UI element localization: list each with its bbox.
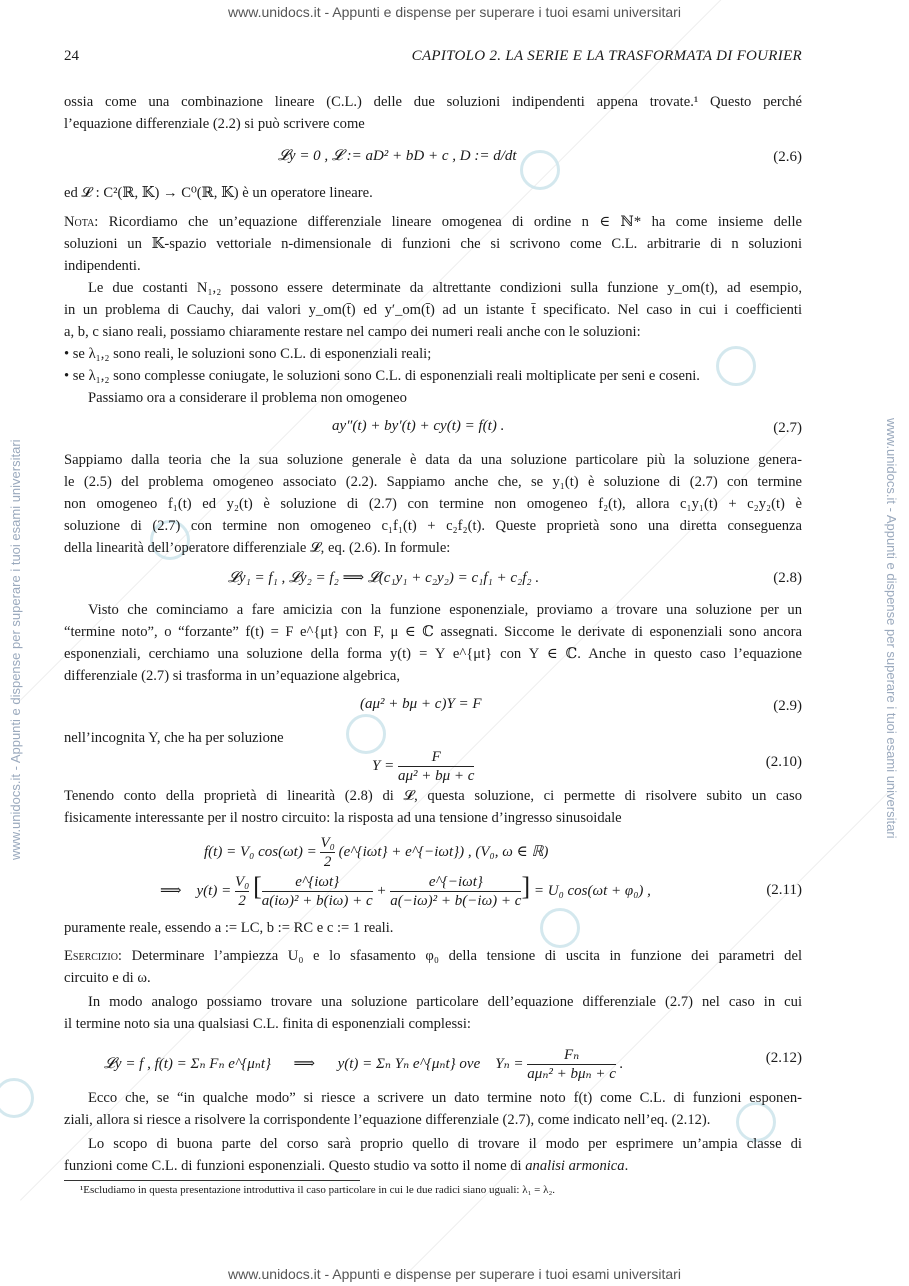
page-header: [64, 48, 802, 68]
text-line: Lo scopo di buona parte del corso sarà proprio quello di trovare il modo per esprimere un’ampia classe di: [88, 1136, 802, 1152]
list-item: • se λ₁,₂ sono reali, le soluzioni sono C.L. di esponenziali reali;: [64, 346, 432, 362]
equation-lhs: Y =: [372, 757, 395, 774]
text-line: esponenziali, cerchiamo una soluzione della forma y(t) = Y e^{μt} con Y ∈ ℂ. Anche in questo caso l’equazione: [64, 646, 802, 662]
equation-body: 𝓛y₁ = f₁ , 𝓛y₂ = f₂ ⟹ 𝓛(c₁y₁ + c₂y₂) = c₁f₁ + c₂f₂ .: [228, 570, 540, 586]
list-item: • se λ₁,₂ sono complesse coniugate, le soluzioni sono C.L. di esponenziali reali moltiplicate per seni e coseni.: [64, 368, 700, 384]
text-line: l’equazione differenziale (2.2) si può scrivere come: [64, 116, 365, 132]
text-line: In modo analogo possiamo trovare una soluzione particolare dell’equazione differenziale (2.7) nel caso in cui: [88, 994, 802, 1010]
text-line: circuito e di ω.: [64, 970, 151, 986]
equation-2-12: 𝓛y = f , f(t) = Σₙ Fₙ e^{μₙt} ⟹ y(t) = Σₙ Yₙ e^{μₙt} ove Yₙ = $\frac{\text{Fₙ}}{\text{aμₙ² + bμₙ + c}}$ . (2.12): [104, 1047, 802, 1082]
equation-2-9: [64, 696, 802, 720]
text-line: indipendenti.: [64, 258, 141, 274]
equation-2-11-a: f(t) = V₀ cos(ωt) = $\frac{\text{V₀}}{2}$ (e^{iωt} + e^{−iωt}) , (V₀, ω ∈ ℝ): [204, 835, 549, 870]
fraction: $\frac{\text{e\textasciicircum{}\{iωt\}}}{\text{a(iω)² + b(iω) + c}}$: [261, 874, 373, 910]
text-line: non omogeneo f₁(t) ed y₂(t) è soluzione di (2.7) con termine non omogeneo f₂(t), allora c₁y₁(t) + c₂y₂(t) è: [64, 496, 802, 512]
equation-2-8: [64, 568, 802, 592]
text-line: le (2.5) del problema omogeneo associato (2.2). Sappiamo anche che, se y₁(t) è soluzione di (2.7) con termine: [64, 474, 802, 490]
text-line: Visto che cominciamo a fare amicizia con la funzione esponenziale, proviamo a trovare una soluzione per un: [88, 602, 802, 618]
text-line: ossia come una combinazione lineare (C.L.) delle due soluzioni indipendenti appena trovate.¹ Questo perché: [64, 94, 802, 110]
fraction: $\frac{\text{Fₙ}}{\text{aμₙ² + bμₙ + c}}$: [527, 1047, 616, 1082]
watermark-top: www.unidocs.it - Appunti e dispense per superare i tuoi esami universitari: [228, 4, 681, 20]
text-line: Sappiamo dalla teoria che la sua soluzione generale è data da una soluzione particolare più la soluzione genera-: [64, 452, 802, 468]
equation-2-7: [64, 418, 802, 442]
text-line: funzioni come C.L. di funzioni esponenziali. Questo studio va sotto il nome di analisi armonica.: [64, 1158, 629, 1174]
text-line: della linearità dell’operatore differenziale 𝓛, eq. (2.6). In formule:: [64, 540, 451, 556]
nota-line: Nota: Ricordiamo che un’equazione differenziale lineare omogenea di ordine n ∈ ℕ* ha come insieme delle: [64, 214, 802, 230]
fraction: $\frac{\text{e\textasciicircum{}\{−iωt\}}}{\text{a(−iω)² + b(−iω) + c}}$: [390, 874, 522, 910]
text-line: ziali, allora si riesce a risolvere la corrispondente l’equazione differenziale (2.7), come indicato nell’eq. (2.12).: [64, 1112, 711, 1128]
text-line: il termine noto sia una qualsiasi C.L. finita di esponenziali complessi:: [64, 1016, 471, 1032]
equation-body: 𝓛y = 0 , 𝓛 := aD² + bD + c , D := d/dt: [278, 148, 517, 164]
esercizio-line: Esercizio: Determinare l’ampiezza U₀ e lo sfasamento φ₀ della tensione di uscita in funzione dei parametri del: [64, 948, 802, 964]
equation-body: ay″(t) + by′(t) + cy(t) = f(t) .: [332, 418, 505, 434]
equation-number: (2.9): [773, 698, 802, 714]
text-line: in un problema di Cauchy, dai valori y_om(t̄) ed y′_om(t̄) ad un istante t̄ specificato. Nel caso in cui i coefficienti: [64, 302, 802, 318]
equation-number: (2.10): [765, 754, 802, 770]
text-line: soluzioni un 𝕂-spazio vettoriale n-dimensionale di funzioni che si scrivono come C.L. arbitrarie di n soluzioni: [64, 236, 802, 252]
watermark-bottom: www.unidocs.it - Appunti e dispense per superare i tuoi esami universitari: [228, 1266, 681, 1282]
footnote: ¹Escludiamo in questa presentazione introduttiva il caso particolare in cui le due radici siano uguali: λ₁ = λ₂.: [80, 1184, 556, 1196]
equation-number: (2.12): [765, 1050, 802, 1066]
text-line: Tenendo conto della proprietà di linearità (2.8) di 𝓛, questa soluzione, ci permette di risolvere subito un caso: [64, 788, 802, 804]
fraction: $\frac{\text{V₀}}{2}$: [320, 835, 335, 870]
watermark-right: www.unidocs.it - Appunti e dispense per superare i tuoi esami universitari: [884, 418, 899, 839]
equation-body: (aμ² + bμ + c)Y = F: [360, 696, 482, 712]
text-line: fisicamente interessante per il nostro circuito: la risposta ad una tensione d’ingresso sinusoidale: [64, 810, 622, 826]
equation-number: (2.11): [766, 882, 802, 898]
equation-number: (2.6): [773, 149, 802, 165]
nota-label: Nota: [64, 214, 95, 230]
watermark-left: www.unidocs.it - Appunti e dispense per superare i tuoi esami universitari: [8, 439, 23, 860]
text-line: puramente reale, essendo a := LC, b := RC e c := 1 reali.: [64, 920, 394, 936]
text-line: Passiamo ora a considerare il problema non omogeneo: [88, 390, 407, 406]
text-line: soluzione di (2.7) con termine non omogeneo c₁f₁(t) + c₂f₂(t). Queste proprietà sono una diretta conseguenza: [64, 518, 802, 534]
footnote-rule: [64, 1180, 360, 1181]
equation-2-11-b: ⟹ y(t) = $\frac{\text{V₀}}{2}$ [ $\frac{\text{e\textasciicircum{}\{iωt\}}}{\text{a(iω)² + b(iω) + c}}$ + $\frac{\text{e\textasciicircum{}\{−iωt\}}}{\text{a(−iω)² + b(−iω) + c}}$ ] = U₀ cos(ωt + φ₀) , (2.11): [160, 872, 802, 910]
text-line: Le due costanti N₁,₂ possono essere determinate da altrettante condizioni sulla funzione y_om(t), ad esempio,: [88, 280, 802, 296]
equation-number: (2.8): [773, 570, 802, 586]
fraction: $\frac{F}{\text{aμ² + bμ + c}}$: [397, 749, 475, 784]
esercizio-label: Esercizio: [64, 948, 118, 964]
text-line: a, b, c siano reali, possiamo chiaramente restare nel campo dei numeri reali anche con le soluzioni:: [64, 324, 641, 340]
chapter-title: CAPITOLO 2. LA SERIE E LA TRASFORMATA DI FOURIER: [411, 48, 802, 64]
unidocs-logo: [0, 1078, 34, 1118]
equation-number: (2.7): [773, 420, 802, 436]
text-line: differenziale (2.7) si trasforma in un’equazione algebrica,: [64, 668, 401, 684]
text-line: “termine noto”, o “forzante” f(t) = F e^{μt} con F, μ ∈ ℂ assegnati. Siccome le derivate di esponenziali sono ancora: [64, 624, 802, 640]
equation-2-6: [64, 147, 802, 171]
text-line: ed 𝓛 : C²(ℝ, 𝕂) → C⁰(ℝ, 𝕂) è un operatore lineare.: [64, 185, 373, 201]
page-number: 24: [64, 48, 79, 64]
fraction: $\frac{\text{V₀}}{2}$: [234, 874, 250, 910]
emphasis: analisi armonica: [525, 1158, 625, 1174]
text-line: Ecco che, se “in qualche modo” si riesce a scrivere un dato termine noto f(t) come C.L. di funzioni esponen-: [88, 1090, 802, 1106]
text-line: nell’incognita Y, che ha per soluzione: [64, 730, 284, 746]
equation-2-10: [64, 744, 802, 784]
